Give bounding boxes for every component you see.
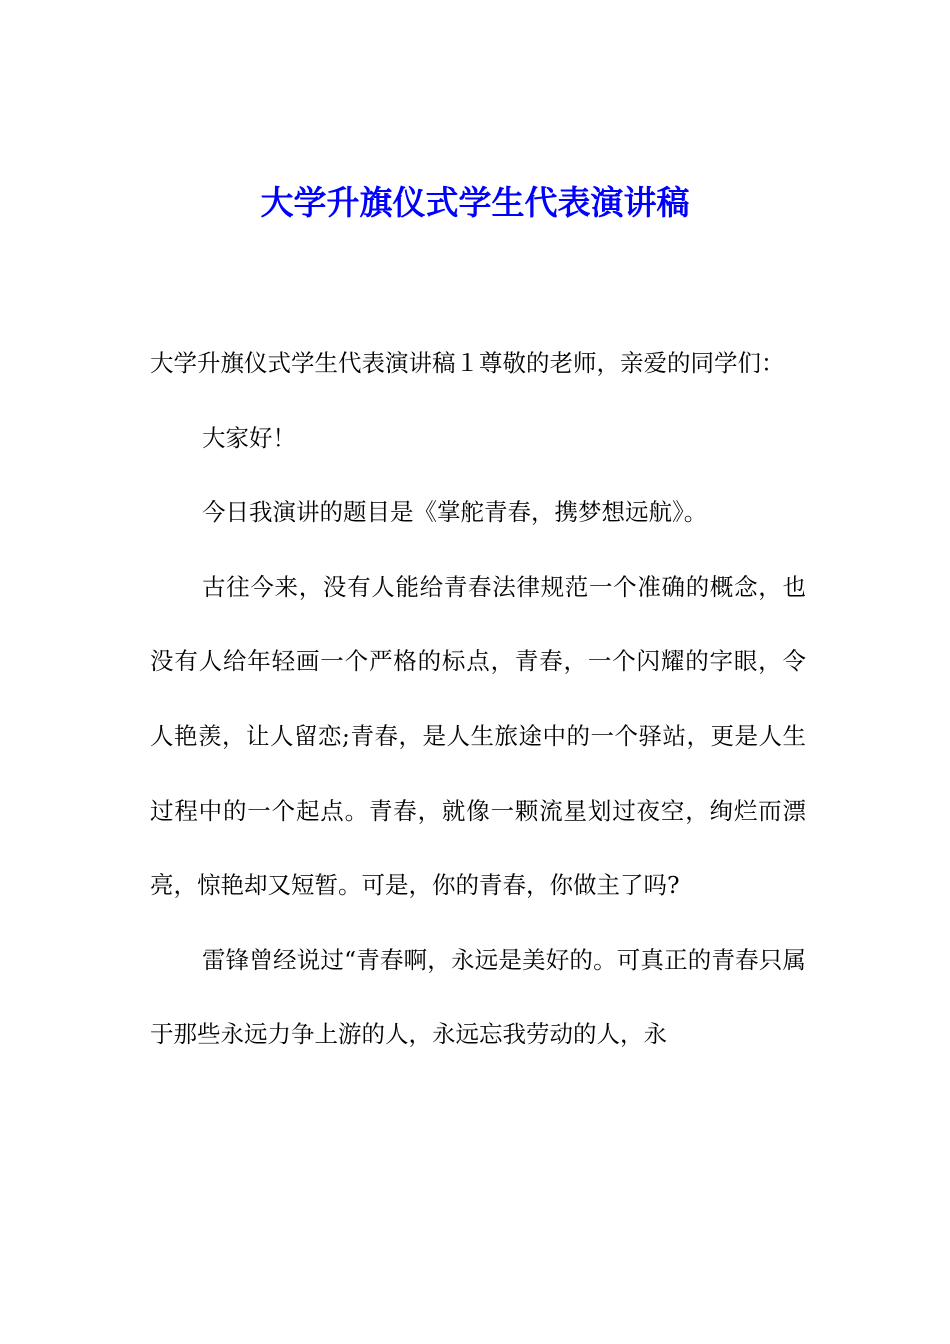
paragraph-topic: 今日我演讲的题目是《掌舵青春，携梦想远航》。 [202, 498, 708, 527]
document-title: 大学升旗仪式学生代表演讲稿 [260, 183, 690, 222]
paragraph-leifeng-quote: 雷锋曾经说过“青春啊，永远是美好的。可真正的青春只属于那些永远力争上游的人，永远忘我劳动的人，永 [150, 945, 806, 1049]
paragraph-greeting: 大家好！ [202, 423, 296, 452]
paragraph-youth: 古往今来，没有人能给青春法律规范一个准确的概念，也没有人给年轻画一个严格的标点，青春，一个闪耀的字眼，令人艳羡，让人留恋;青春，是人生旅途中的一个驿站，更是人生过程中的一个起点。青春，就像一颗流星划过夜空，绚烂而漂亮，惊艳却又短暂。可是，你的青春，你做主了吗? [150, 572, 806, 900]
paragraph-salutation: 大学升旗仪式学生代表演讲稿１尊敬的老师，亲爱的同学们： [150, 349, 785, 377]
document-body [150, 326, 806, 1072]
